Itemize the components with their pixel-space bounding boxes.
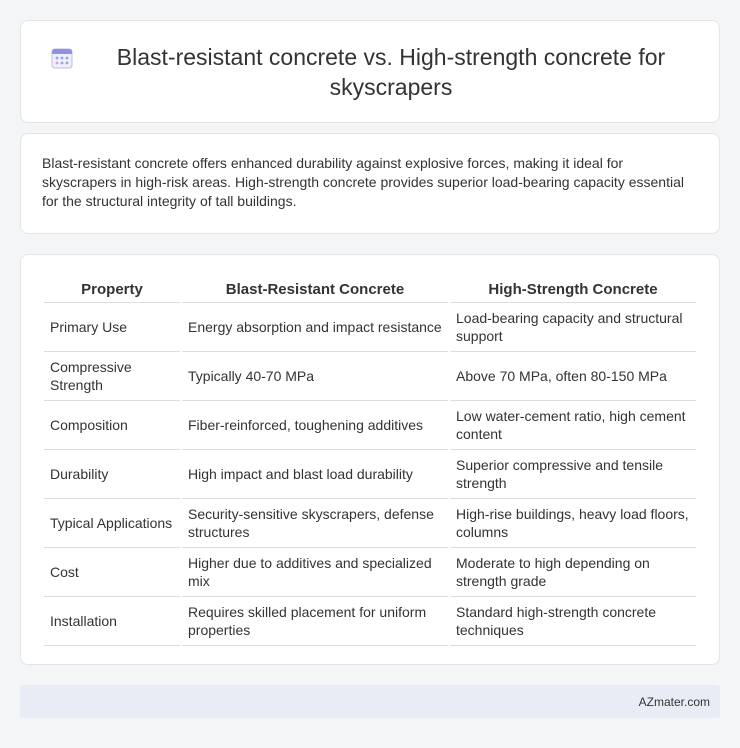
title-card <box>20 20 720 123</box>
row-high-strength-value: Superior compressive and tensile strength <box>450 450 696 499</box>
comparison-table <box>42 273 698 646</box>
table-header-row <box>44 273 696 303</box>
table-row <box>44 352 696 401</box>
header-high-strength: High-Strength Concrete <box>450 273 696 303</box>
table-row <box>44 499 696 548</box>
row-blast-value: High impact and blast load durability <box>182 450 448 499</box>
row-blast-value: Higher due to additives and specialized mix <box>182 548 448 597</box>
row-high-strength-value: Standard high-strength concrete techniques <box>450 597 696 646</box>
row-blast-value: Security-sensitive skyscrapers, defense structures <box>182 499 448 548</box>
row-property: Cost <box>44 548 180 597</box>
header-blast-resistant: Blast-Resistant Concrete <box>182 273 448 303</box>
page-title: Blast-resistant concrete vs. High-strength concrete for skyscrapers <box>116 43 666 100</box>
row-high-strength-value: Above 70 MPa, often 80-150 MPa <box>450 352 696 401</box>
row-property: Durability <box>44 450 180 499</box>
row-property: Compressive Strength <box>44 352 180 401</box>
calendar-grid-icon <box>51 47 73 69</box>
footer-brand-link[interactable]: AZmater.com <box>638 694 710 709</box>
row-property: Composition <box>44 401 180 450</box>
row-blast-value: Fiber-reinforced, toughening additives <box>182 401 448 450</box>
table-row <box>44 401 696 450</box>
row-property: Typical Applications <box>44 499 180 548</box>
intro-text: Blast-resistant concrete offers enhanced durability against explosive forces, making it ideal for skyscrapers in high-risk areas. High-strength concrete provides superior load-bearing capacity essential for the structural integrity of tall buildings. <box>42 155 684 209</box>
comparison-table-card <box>20 254 720 665</box>
row-blast-value: Requires skilled placement for uniform properties <box>182 597 448 646</box>
row-property: Primary Use <box>44 303 180 352</box>
row-blast-value: Energy absorption and impact resistance <box>182 303 448 352</box>
row-high-strength-value: Low water-cement ratio, high cement content <box>450 401 696 450</box>
intro-card <box>20 133 720 234</box>
table-row <box>44 303 696 352</box>
row-property: Installation <box>44 597 180 646</box>
row-blast-value: Typically 40-70 MPa <box>182 352 448 401</box>
row-high-strength-value: Load-bearing capacity and structural support <box>450 303 696 352</box>
footer <box>20 685 720 718</box>
row-high-strength-value: Moderate to high depending on strength grade <box>450 548 696 597</box>
header-property: Property <box>44 273 180 303</box>
row-high-strength-value: High-rise buildings, heavy load floors, columns <box>450 499 696 548</box>
table-row <box>44 548 696 597</box>
table-row <box>44 450 696 499</box>
table-row <box>44 597 696 646</box>
title-wrap <box>51 42 689 102</box>
